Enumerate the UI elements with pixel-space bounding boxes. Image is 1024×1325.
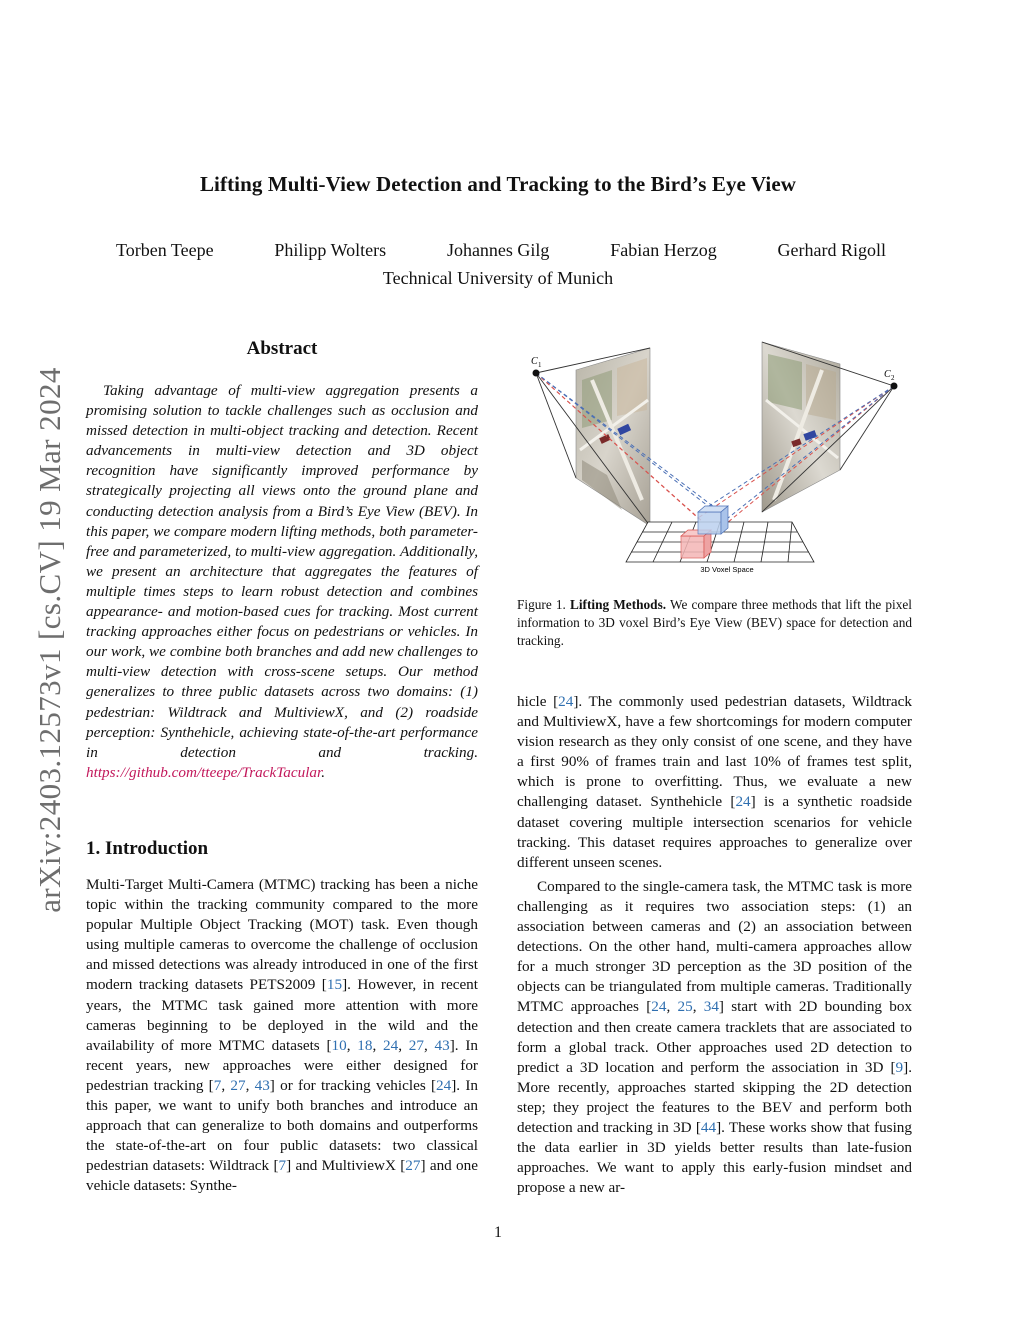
text-run: ]. More recently, approaches started skipping the 2D detection step; they project the features to the BEV and perform both detection and tracking in 3D [: [517, 1058, 912, 1136]
author-list: [116, 240, 886, 261]
voxel-space-label: 3D Voxel Space: [700, 565, 754, 574]
citation-link[interactable]: 34: [703, 998, 719, 1016]
paragraph: [517, 692, 912, 873]
citation-link[interactable]: 9: [895, 1058, 904, 1076]
text-run: ] and one vehicle datasets: Synthe-: [86, 1157, 478, 1195]
citation-link[interactable]: 43: [434, 1036, 450, 1054]
caption-prefix: Figure 1.: [517, 597, 566, 612]
citation-link[interactable]: 27: [405, 1157, 421, 1175]
text-run: Compared to the single-camera task, the MTMC task is more challenging as it requires two association steps: (1) an association between cameras and (2) an association between detections. On the other hand, multi-camera approaches allow for a much stronger 3D perception as the 3D position of the objects can be triangulated from multiple cameras. Traditionally MTMC approaches [: [517, 877, 912, 1016]
citation-link[interactable]: 25: [677, 998, 693, 1016]
section-heading-introduction: 1. Introduction: [86, 838, 209, 859]
citation-link[interactable]: 18: [357, 1036, 373, 1054]
citation-link[interactable]: 43: [254, 1076, 270, 1094]
camera-1-image-plane: [576, 348, 650, 526]
author-name: Fabian Herzog: [610, 240, 717, 260]
citation-link[interactable]: 15: [326, 976, 343, 994]
caption-text: We compare three methods that lift the pixel information to 3D voxel Bird’s Eye View (BEV) space for detection and tracking.: [517, 597, 912, 648]
citation-link[interactable]: 24: [383, 1036, 399, 1054]
camera-1-icon: [533, 370, 540, 377]
text-run: ] is a synthetic roadside dataset covering multiple intersection scenarios for vehicle tracking. This dataset requires approaches to generalize over different unseen scenes.: [517, 793, 913, 871]
text-run: ,: [423, 1036, 435, 1054]
page-number: 1: [494, 1224, 502, 1241]
citation-link[interactable]: 7: [278, 1157, 287, 1175]
abstract-heading: Abstract: [246, 338, 318, 359]
text-run: ]. However, in recent years, the MTMC task gained more attention with more cameras beginning to be deployed in the wild and the availability of more MTMC datasets [: [86, 976, 478, 1054]
author-name: Gerhard Rigoll: [777, 240, 886, 260]
right-column-body: [517, 692, 912, 1198]
text-run: Multi-Target Multi-Camera (MTMC) tracking has been a niche topic within the tracking community compared to the more popular Multiple Object Tracking (MOT) task. Even though using multiple cameras to overcome the challenge of occlusion and missed detections was already introduced in one of the first modern tracking datasets PETS2009 [: [86, 876, 478, 994]
camera-2-label: C: [884, 369, 891, 380]
text-run: ]. In this paper, we want to unify both branches and introduce an approach that can generalize to both domains and outperforms the state-of-the-art on four public datasets: two classical pedestrian datasets: Wildtrack [: [86, 1076, 478, 1175]
paragraph: [517, 877, 912, 1199]
citation-link[interactable]: 24: [651, 998, 667, 1016]
author-name: Johannes Gilg: [446, 240, 550, 260]
text-run: ,: [398, 1036, 409, 1054]
text-run: ] or for tracking vehicles [: [269, 1076, 437, 1094]
citation-link[interactable]: 27: [230, 1076, 246, 1094]
citation-link[interactable]: 10: [331, 1036, 347, 1054]
figure-caption: [517, 596, 912, 649]
camera-2-image-plane: [762, 342, 840, 512]
arxiv-identifier: arXiv:2403.12573v1 [cs.CV] 19 Mar 2024: [32, 367, 67, 913]
camera-2-subscript: 2: [891, 374, 895, 382]
citation-link[interactable]: 7: [213, 1076, 222, 1094]
author-name: Torben Teepe: [116, 240, 214, 260]
camera-1-subscript: 1: [538, 361, 542, 369]
introduction-paragraph: [86, 875, 478, 1197]
text-run: ]. The commonly used pedestrian datasets, Wildtrack and MultiviewX, have a few shortcomings for modern computer vision research as they only consist of one scene, and they have a first 90% of frames train and last 10% of frames test split, which is prone to overfitting. Thus, we evaluate a new challenging dataset. Synthehicle [: [517, 693, 912, 811]
text-run: ]. In recent years, new approaches were either designed for pedestrian tracking [: [86, 1036, 479, 1094]
citation-link[interactable]: 24: [735, 793, 751, 811]
text-run: hicle [: [517, 693, 559, 710]
text-run: ,: [372, 1036, 384, 1054]
camera-2-icon: [891, 383, 898, 390]
text-run: ,: [245, 1076, 255, 1094]
paper-title: Lifting Multi-View Detection and Tracking to the Bird’s Eye View: [199, 172, 797, 196]
citation-link[interactable]: 27: [408, 1036, 424, 1054]
abstract-text: Taking advantage of multi-view aggregation presents a promising solution to tackle challenges such as occlusion and missed detection in multi-object tracking and detection. Recent advancements in multi-view detection and 3D object recognition have significantly improved performance by strategically projecting all views onto the ground plane and conducting detection analysis from a Bird’s Eye View (BEV). In this paper, we compare modern lifting methods, both parameter-free and parameterized, to multi-view aggregation. Additionally, we present an architecture that aggregates the features of multiple times steps to learn robust detection and combines appearance- and motion-based cues for tracking. Most current tracking approaches either focus on pedestrians or vehicles. In our work, we combine both branches and add new challenges to multi-view detection with cross-scene setups. Our method generalizes to three public datasets across two domains: (1) pedestrian: Wildtrack and MultiviewX, and (2) roadside perception: Synthehicle, achieving state-of-the-art performance in detection and tracking.: [86, 382, 478, 761]
citation-link[interactable]: 24: [558, 693, 574, 710]
text-run: ,: [666, 998, 678, 1016]
text-run: ,: [221, 1076, 231, 1094]
caption-title: Lifting Methods.: [569, 597, 667, 612]
text-run: ] and MultiviewX [: [286, 1157, 406, 1175]
citation-link[interactable]: 24: [436, 1076, 452, 1094]
abstract-body: Taking advantage of multi-view aggregation presents a promising solution to tackle challenges such as occlusion and missed detection in multi-object tracking and detection. Recent advancements in multi-view detection and 3D object recognition have significantly improved performance by strategically projecting all views onto the ground plane and conducting detection analysis from a Bird’s Eye View (BEV). In this paper, we compare modern lifting methods, both parameter-free and parameterized, to multi-view aggregation. Additionally, we present an architecture that aggregates the features of multiple times steps to learn robust detection and combines appearance- and motion-based cues for tracking. Most current tracking approaches either focus on pedestrians or vehicles. In our work, we combine both branches and add new challenges to multi-view detection with cross-scene setups. Our method generalizes to three public datasets across two domains: (1) pedestrian: Wildtrack and MultiviewX, and (2) roadside perception: Synthehicle, achieving state-of-the-art performance in detection and tracking. https://github.com/tteepe/TrackTacular.: [86, 382, 478, 781]
text-run: ,: [692, 998, 704, 1016]
affiliation: Technical University of Munich: [382, 268, 614, 288]
code-link[interactable]: https://github.com/tteepe/TrackTacular: [86, 763, 322, 781]
text-run: ,: [346, 1036, 358, 1054]
camera-1-label: C: [531, 356, 538, 367]
figure-lifting-methods: [522, 340, 912, 580]
citation-link[interactable]: 44: [700, 1118, 717, 1136]
text-run: ] start with 2D bounding box detection and then create camera tracklets that are associated to form a global track. Other approaches used 2D detection to predict a 3D location and perform the association in 3D [: [517, 998, 913, 1076]
text-run: ]. These works show that fusing the data earlier in 3D yields better results than late-fusion approaches. We want to apply this early-fusion mindset and propose a new ar-: [517, 1118, 912, 1197]
author-name: Philipp Wolters: [274, 240, 387, 260]
